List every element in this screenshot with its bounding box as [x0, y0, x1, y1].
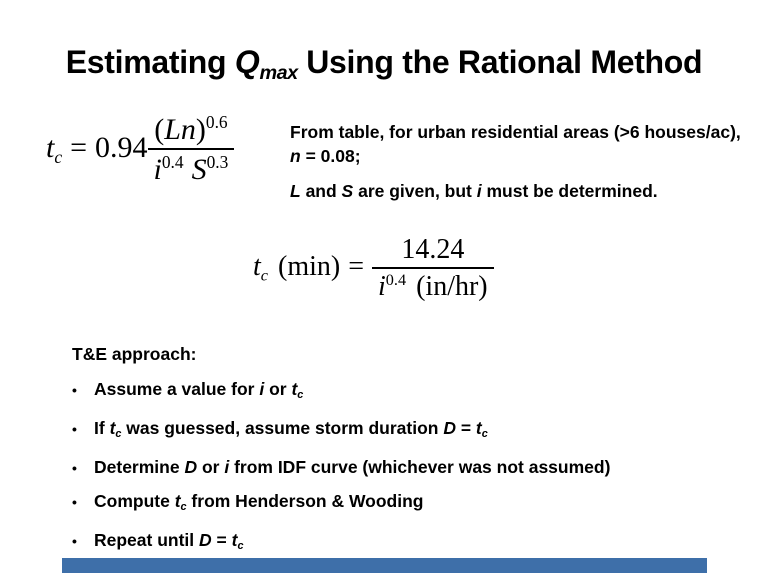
- paren-close: ): [195, 112, 206, 146]
- note-paragraph-1: From table, for urban residential areas (>6 houses/ac), n = 0.08;: [290, 122, 741, 166]
- unit-min: (min): [278, 251, 341, 283]
- equals-sign: =: [348, 251, 365, 283]
- fraction-numerator: [395, 234, 470, 267]
- bullet-text: Assume a value for i or tc: [94, 379, 304, 402]
- note-paragraph-2: L and S are given, but i must be determined.: [290, 181, 658, 201]
- bullet-text: Compute tc from Henderson & Wooding: [94, 491, 424, 514]
- slide-title: [0, 44, 768, 85]
- fraction-denominator: [148, 148, 235, 187]
- fraction: [372, 234, 494, 303]
- exponent: 0.3: [206, 151, 229, 172]
- var-s: S: [191, 152, 207, 186]
- equation-tc-min: [253, 234, 494, 303]
- equals-sign: =: [70, 130, 87, 164]
- bullet-item-1: [72, 379, 722, 406]
- bullet-text: Repeat until D = tc: [94, 530, 244, 553]
- paren-open: (: [154, 112, 165, 146]
- bullet-marker: •: [72, 460, 77, 477]
- title-text-post: Using the Rational Method: [297, 44, 703, 80]
- bullet-marker: •: [72, 382, 77, 398]
- exponent: 0.4: [161, 151, 184, 172]
- constant: 14.24: [401, 234, 465, 265]
- equation-tc-formula: [46, 112, 234, 187]
- var-ln: Ln: [164, 112, 196, 146]
- bullet-marker: •: [72, 494, 77, 511]
- sub-c: c: [260, 266, 268, 285]
- bullet-text: If tc was guessed, assume storm duration D = tc: [94, 418, 488, 441]
- te-approach-section: [72, 344, 722, 569]
- title-q-variable: Q: [234, 44, 260, 80]
- te-approach-heading: T&E approach:: [72, 344, 197, 364]
- var-t: t: [253, 251, 261, 283]
- var-i: i: [153, 152, 162, 186]
- equation-tc-min-lhs: [253, 251, 372, 286]
- bullet-marker: •: [72, 421, 77, 438]
- note-text-block: [290, 120, 752, 203]
- fraction-numerator: [148, 112, 233, 148]
- var-t: t: [46, 130, 55, 164]
- sub-c: c: [54, 146, 63, 167]
- title-text-pre: Estimating: [65, 44, 235, 80]
- bullet-item-3: [72, 457, 722, 479]
- fraction-denominator: [372, 267, 494, 303]
- title-q-subscript: max: [259, 61, 298, 84]
- bullet-marker: •: [72, 533, 77, 550]
- unit-in-hr: (in/hr): [416, 271, 488, 303]
- equation-tc-lhs: [46, 131, 148, 168]
- fraction: [148, 112, 235, 187]
- bullet-item-5: [72, 530, 722, 557]
- bullet-item-4: [72, 491, 722, 518]
- bullet-text: Determine D or i from IDF curve (whichever was not assumed): [94, 457, 611, 478]
- exponent: 0.4: [385, 271, 407, 289]
- var-i: i: [378, 271, 386, 303]
- coefficient: 0.94: [95, 130, 148, 164]
- exponent: 0.6: [205, 112, 228, 132]
- bullet-item-2: [72, 418, 722, 445]
- footer-bar: [62, 558, 707, 573]
